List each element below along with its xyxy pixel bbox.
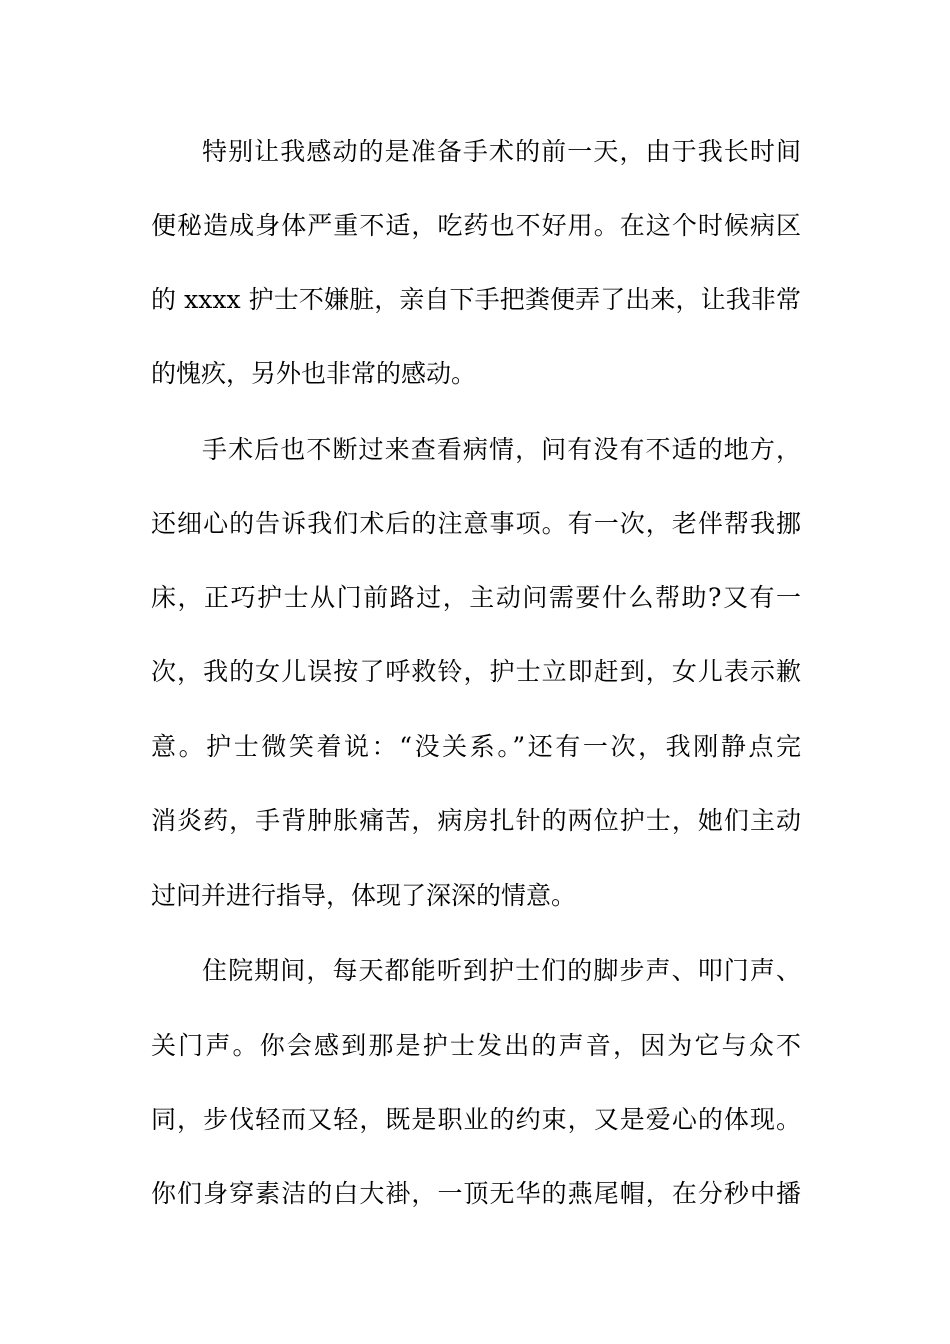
paragraph-1-line-1: 特别让我感动的是准备手术的前一天，由于我长时间: [202, 137, 801, 166]
paragraph-2-line-4: 次，我的女儿误按了呼救铃，护士立即赶到，女儿表示歉: [151, 657, 801, 686]
paragraph-1-line-3: 的 xxxx 护士不嫌脏，亲自下手把粪便弄了出来，让我非常: [151, 285, 801, 314]
paragraph-2-line-5: 意。护士微笑着说：“没关系。”还有一次，我刚静点完: [151, 732, 801, 761]
paragraph-3-line-4: 你们身穿素洁的白大褂，一顶无华的燕尾帽，在分秒中播: [151, 1179, 801, 1208]
paragraph-2-line-2: 还细心的告诉我们术后的注意事项。有一次，老伴帮我挪: [151, 509, 801, 538]
paragraph-1-line-2: 便秘造成身体严重不适，吃药也不好用。在这个时候病区: [151, 211, 801, 240]
paragraph-2-line-6: 消炎药，手背肿胀痛苦，病房扎针的两位护士，她们主动: [151, 806, 801, 835]
paragraph-2-line-7: 过问并进行指导，体现了深深的情意。: [151, 881, 577, 910]
paragraph-2-line-3: 床，正巧护士从门前路过，主动问需要什么帮助?又有一: [151, 583, 801, 612]
paragraph-3-line-2: 关门声。你会感到那是护士发出的声音，因为它与众不: [151, 1031, 801, 1060]
paragraph-3-line-1: 住院期间，每天都能听到护士们的脚步声、叩门声、: [202, 956, 801, 985]
paragraph-2-line-1: 手术后也不断过来查看病情，问有没有不适的地方，: [202, 435, 801, 464]
paragraph-1-line-4: 的愧疚，另外也非常的感动。: [151, 359, 477, 388]
paragraph-3-line-3: 同，步伐轻而又轻，既是职业的约束，又是爱心的体现。: [151, 1105, 801, 1134]
